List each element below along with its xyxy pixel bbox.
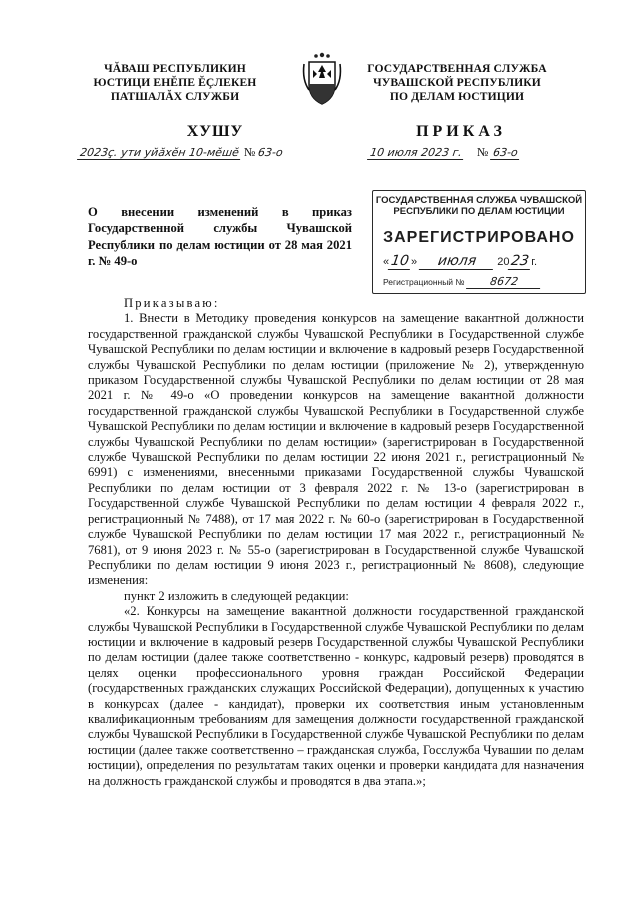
order-date-russian: 10 июля 2023 г. bbox=[367, 146, 465, 160]
paragraph-3: «2. Конкурсы на замещение вакантной должности государственной гражданской службы Чувашской Республики в Государственной службе Чувашской Республики по делам юстиции и включение в кадровый резерв Государственной службы Чувашской Республики по делам юстиции (далее также соответственно - конкурс, кадровый резерв) проводятся в целях оценки профессионального уровня граждан Российской Федерации (государственных гражданских служащих Российской Федерации), допущенных к участию в конкурсах (далее - кандидат), проверки их соответствия иным установленным квалификационным требованиям для замещения должности государственной гражданской службы Чувашской Республики в Государственной службе Чувашской Республики по делам юстиции (далее также соответственно – гражданская служба, Госслужба Чувашии по делам юстиции), определения по результатам таких оценки и проверки кандидата для назначения на должность гражданской службы и проводятся в два этапа.»; bbox=[88, 604, 584, 788]
order-reference-left bbox=[78, 145, 283, 160]
document-body bbox=[88, 296, 584, 789]
header-left-chuvash bbox=[80, 62, 270, 104]
paragraph-2: пункт 2 изложить в следующей редакции: bbox=[124, 588, 349, 603]
stamp-organization: ГОСУДАРСТВЕННАЯ СЛУЖБА ЧУВАШСКОЙ РЕСПУБЛИКИ ПО ДЕЛАМ ЮСТИЦИИ bbox=[375, 195, 583, 217]
number-sign-left: № bbox=[243, 145, 256, 159]
header-left-line-2: ЮСТИЦИ ЕНĔПЕ ĔÇЛЕКЕН bbox=[93, 76, 257, 89]
registration-stamp bbox=[372, 190, 586, 294]
order-type-chuvash: ХУШУ bbox=[186, 123, 244, 140]
paragraph-1: 1. Внести в Методику проведения конкурсов на замещение вакантной должности государственной гражданской службы Чувашской Республики в Государственной службе Чувашской Республики по делам юстиции и включение в кадровый резерв Государственной службы Чувашской Республики по делам юстиции (приложение № 2), утвержденную приказом Государственной службы Чувашской Республики по делам юстиции от 28 мая 2021 г. № 49-о «О проведении конкурсов на замещение вакантной должности государственной гражданской службы Чувашской Республики в Государственной службе Чувашской Республики по делам юстиции и включение в кадровый резерв Государственной службы Чувашской Республики по делам юстиции» (зарегистрирован в Государственной службе Чувашской Республики по делам юстиции 22 июня 2021 г., регистрационный № 6991) с изменениями, внесенными приказами Государственной службы Чувашской Республики по делам юстиции от 3 февраля 2022 г. № 13-о (зарегистрирован в Государственной службе Чувашской Республики по делам юстиции 4 февраля 2022 г., регистрационный № 7488), от 17 мая 2022 г. № 60-о (зарегистрирован в Государственной службе Чувашской Республики по делам юстиции 17 мая 2022 г., регистрационный № 7681), от 9 июня 2023 г. № 55-о (зарегистрирован в Государственной службе Чувашской Республики по делам юстиции 9 июня 2023 г., регистрационный № 8608), следующие изменения: bbox=[88, 311, 584, 588]
chuvash-coat-of-arms-icon bbox=[301, 50, 343, 108]
stamp-reg-number: 8672 bbox=[466, 275, 542, 289]
stamp-date-month: июля bbox=[419, 253, 495, 270]
header-left-line-3: ПАТШАЛĂХ СЛУЖБИ bbox=[110, 90, 240, 103]
header-right-line-3: ПО ДЕЛАМ ЮСТИЦИИ bbox=[389, 90, 525, 103]
stamp-reg-label: Регистрационный № bbox=[383, 277, 465, 287]
header-left-line-1: ЧĂВАШ РЕСПУБЛИКИН bbox=[104, 62, 246, 75]
stamp-date-close-quote: » bbox=[410, 256, 418, 268]
order-number-left: 63-о bbox=[257, 146, 284, 159]
order-word: Приказываю: bbox=[124, 296, 220, 310]
stamp-status: ЗАРЕГИСТРИРОВАНО bbox=[383, 229, 575, 246]
stamp-date-year: 23 bbox=[508, 253, 532, 270]
order-date-chuvash: 2023ç. ути уйăхĕн 10-мĕшĕ bbox=[77, 146, 242, 160]
order-number-right: 63-о bbox=[490, 146, 521, 160]
order-reference-right bbox=[368, 145, 520, 160]
stamp-registration bbox=[383, 275, 541, 289]
document-title: О внесении изменений в приказ Государственной службы Чувашской Республики по делам юстиции от 28 мая 2021 г. № 49-о bbox=[88, 205, 352, 269]
header-right-russian bbox=[352, 62, 562, 104]
stamp-date-open-quote: « bbox=[383, 256, 390, 268]
number-sign-right: № bbox=[476, 145, 489, 159]
stamp-date-day: 10 bbox=[388, 253, 412, 270]
stamp-date-year-unit: г. bbox=[531, 256, 538, 268]
order-type-russian: ПРИКАЗ bbox=[416, 123, 506, 140]
header-right-line-2: ЧУВАШСКОЙ РЕСПУБЛИКИ bbox=[373, 76, 541, 89]
header-right-line-1: ГОСУДАРСТВЕННАЯ СЛУЖБА bbox=[367, 62, 547, 75]
stamp-date bbox=[383, 253, 537, 270]
stamp-date-year-prefix: 20 bbox=[497, 256, 510, 268]
